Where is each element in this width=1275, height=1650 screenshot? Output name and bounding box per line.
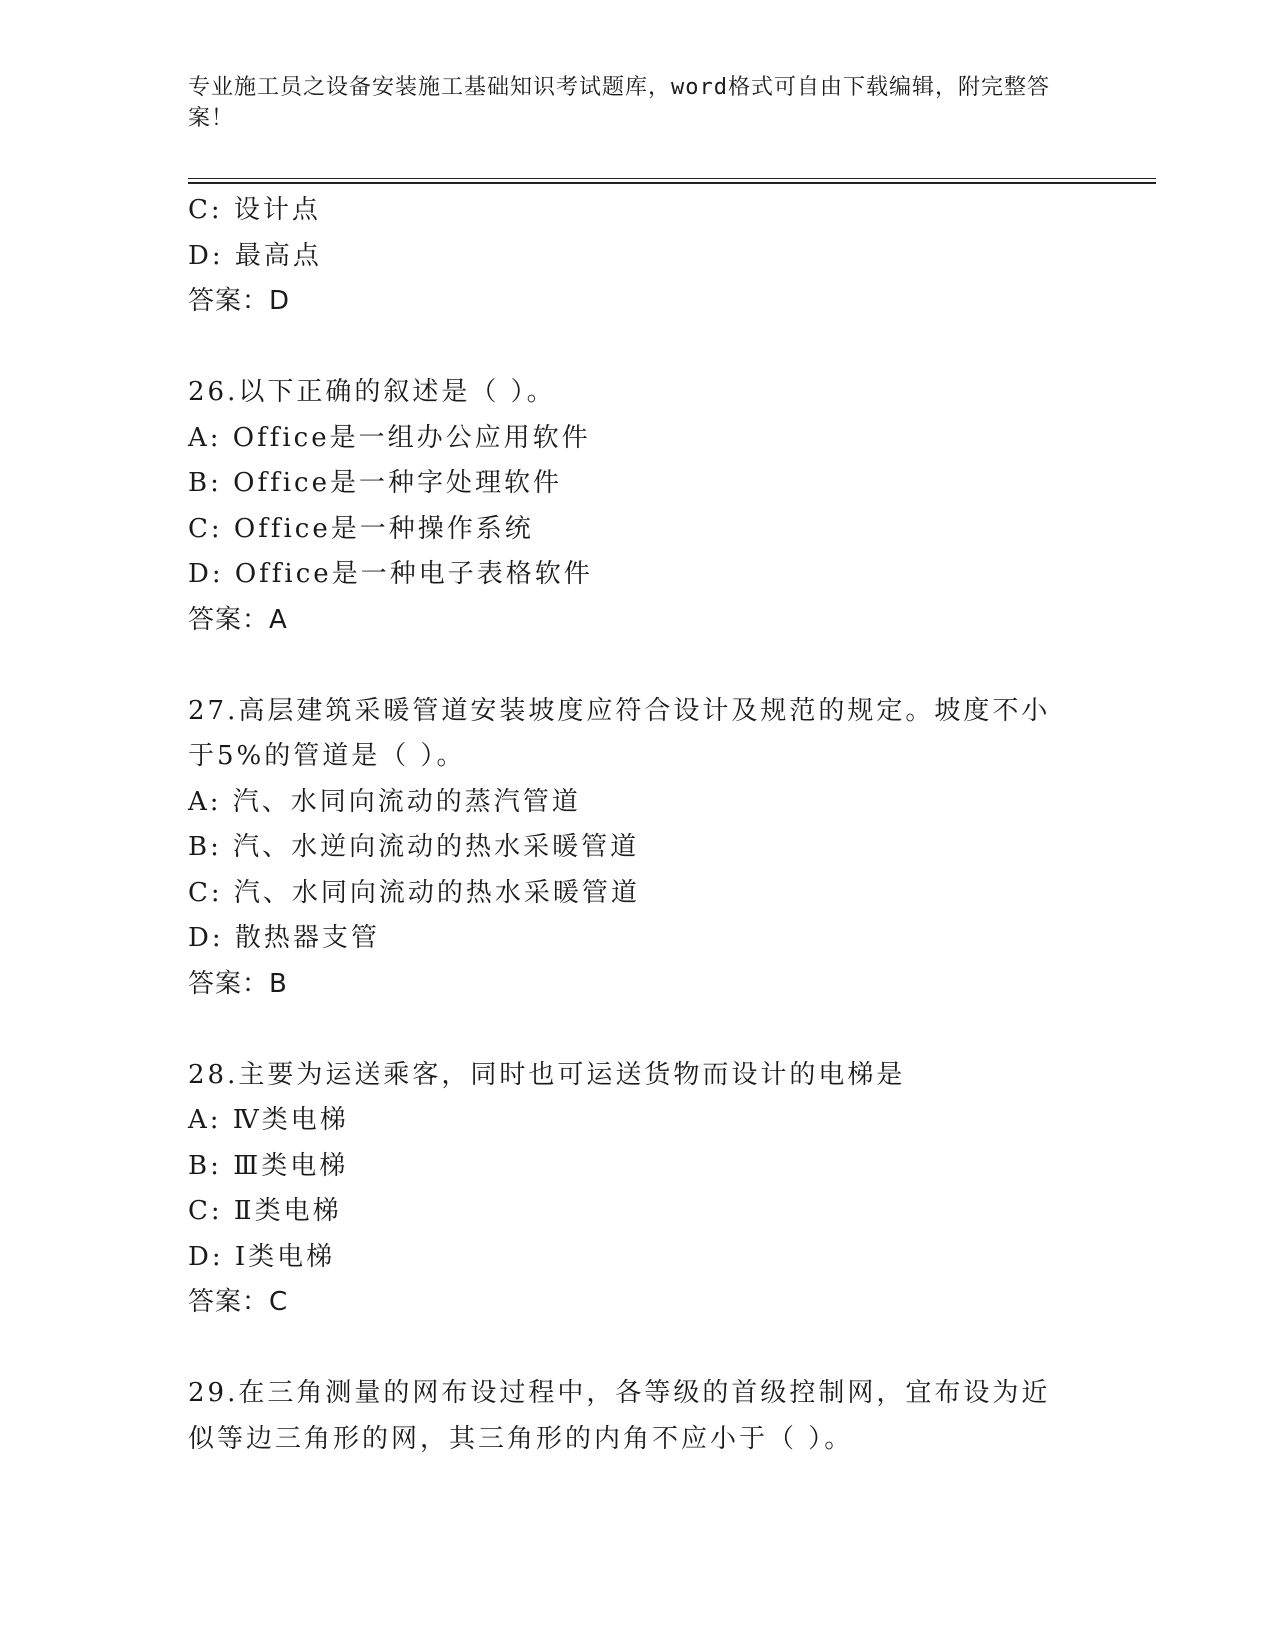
option-line: A: 汽、水同向流动的蒸汽管道 xyxy=(188,786,581,817)
option-line: C: 汽、水同向流动的热水采暖管道 xyxy=(188,877,640,908)
question-stem: 28.主要为运送乘客，同时也可运送货物而设计的电梯是 xyxy=(188,1059,906,1090)
option-line: D: 最高点 xyxy=(188,240,322,271)
option-line: B: Office是一种字处理软件 xyxy=(188,468,562,498)
spacer xyxy=(188,325,1088,371)
document-header: 专业施工员之设备安装施工基础知识考试题库，word格式可自由下载编辑，附完整答案！ xyxy=(188,75,1050,131)
answer-line: 答案：B xyxy=(188,968,288,999)
spacer xyxy=(188,1007,1088,1053)
option-line: D: Ⅰ类电梯 xyxy=(188,1241,336,1272)
option-line: A: Office是一组办公应用软件 xyxy=(188,422,591,453)
option-line: C: Office是一种操作系统 xyxy=(188,513,534,544)
option-line: D: Office是一种电子表格软件 xyxy=(188,559,593,589)
option-line: A: Ⅳ类电梯 xyxy=(188,1105,349,1135)
question-list xyxy=(188,188,1088,1462)
option-line: D: 散热器支管 xyxy=(188,923,380,953)
answer-line: 答案：D xyxy=(188,286,291,316)
option-line: B: 汽、水逆向流动的热水采暖管道 xyxy=(188,832,640,862)
option-line: C: 设计点 xyxy=(188,195,321,225)
question-stem: 27.高层建筑采暖管道安装坡度应符合设计及规范的规定。坡度不小于5%的管道是（ ）。 xyxy=(188,695,1051,771)
header-rule-thin xyxy=(188,178,1156,179)
option-line: B: Ⅲ类电梯 xyxy=(188,1150,349,1181)
option-line: C: Ⅱ类电梯 xyxy=(188,1196,342,1226)
spacer xyxy=(188,643,1088,689)
question-stem: 29.在三角测量的网布设过程中，各等级的首级控制网，宜布设为近似等边三角形的网，其三角形的内角不应小于（ ）。 xyxy=(188,1378,1051,1454)
answer-line: 答案：C xyxy=(188,1287,289,1317)
spacer xyxy=(188,1326,1088,1372)
question-stem: 26.以下正确的叙述是（ ）。 xyxy=(188,377,556,407)
header-rule-thick xyxy=(188,182,1156,184)
answer-line: 答案：A xyxy=(188,604,288,635)
